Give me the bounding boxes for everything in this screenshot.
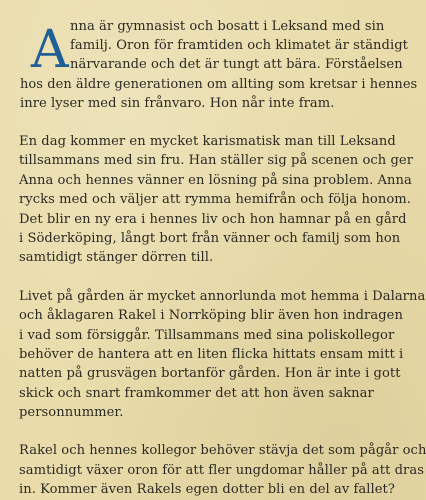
paragraph-line: in. Kommer även Rakels egen dotter bli en del av fallet?: [19, 482, 395, 498]
paragraph-line: i vad som försiggår. Tillsammans med sina poliskollegor: [19, 327, 395, 343]
paragraph-line: skick och snart framkommer det att hon även saknar: [19, 385, 374, 401]
paragraph-line: inre lyser med sin frånvaro. Hon når inte fram.: [20, 96, 335, 111]
paragraph-line: Anna och hennes vänner en lösning på sina problem. Anna: [19, 172, 412, 188]
paragraph-line: personnummer.: [19, 405, 124, 421]
paragraph-line: En dag kommer en mycket karismatisk man till Leksand: [19, 134, 396, 149]
paragraph-line: natten på grusvägen bortanför gården. Hon är inte i gott: [19, 366, 401, 382]
paragraph-line: och åklagaren Rakel i Norrköping blir även hon indragen: [19, 308, 403, 324]
drop-cap: A: [31, 20, 69, 80]
paragraph-line: i Söderköping, långt bort från vänner och familj som hon: [19, 230, 401, 246]
paragraph-line: rycks med och väljer att rymma hemifrån och följa honom.: [19, 192, 411, 208]
paragraph-line: Livet på gården är mycket annorlunda mot hemma i Dalarna: [19, 288, 426, 304]
paragraph-2: [19, 132, 412, 268]
paragraph-line: Rakel och hennes kollegor behöver stävja det som pågår och: [19, 443, 426, 459]
paragraph-line: behöver de hantera att en liten flicka hittats ensam mitt i: [19, 346, 404, 362]
paragraph-1: [19, 16, 418, 117]
paragraph-line: familj. Oron för framtiden och klimatet är ständigt: [70, 38, 408, 53]
paragraph-line: samtidigt växer oron för att fler ungdomar håller på att dras: [19, 462, 424, 478]
paragraph-3: [19, 287, 426, 423]
paragraph-line: nna är gymnasist och bosatt i Leksand med sin: [70, 19, 385, 34]
paragraph-4: [19, 441, 426, 499]
paragraph-line: närvarande och det är tungt att bära. Förståelsen: [70, 57, 403, 72]
paragraph-line: Det blir en ny era i hennes liv och hon hamnar på en gård: [19, 211, 407, 227]
paragraph-line: hos den äldre generationen om allting som kretsar i hennes: [20, 77, 418, 92]
paragraph-line: samtidigt stänger dörren till.: [19, 250, 214, 266]
paragraph-line: tillsammans med sin fru. Han ställer sig på scenen och ger: [19, 153, 414, 169]
